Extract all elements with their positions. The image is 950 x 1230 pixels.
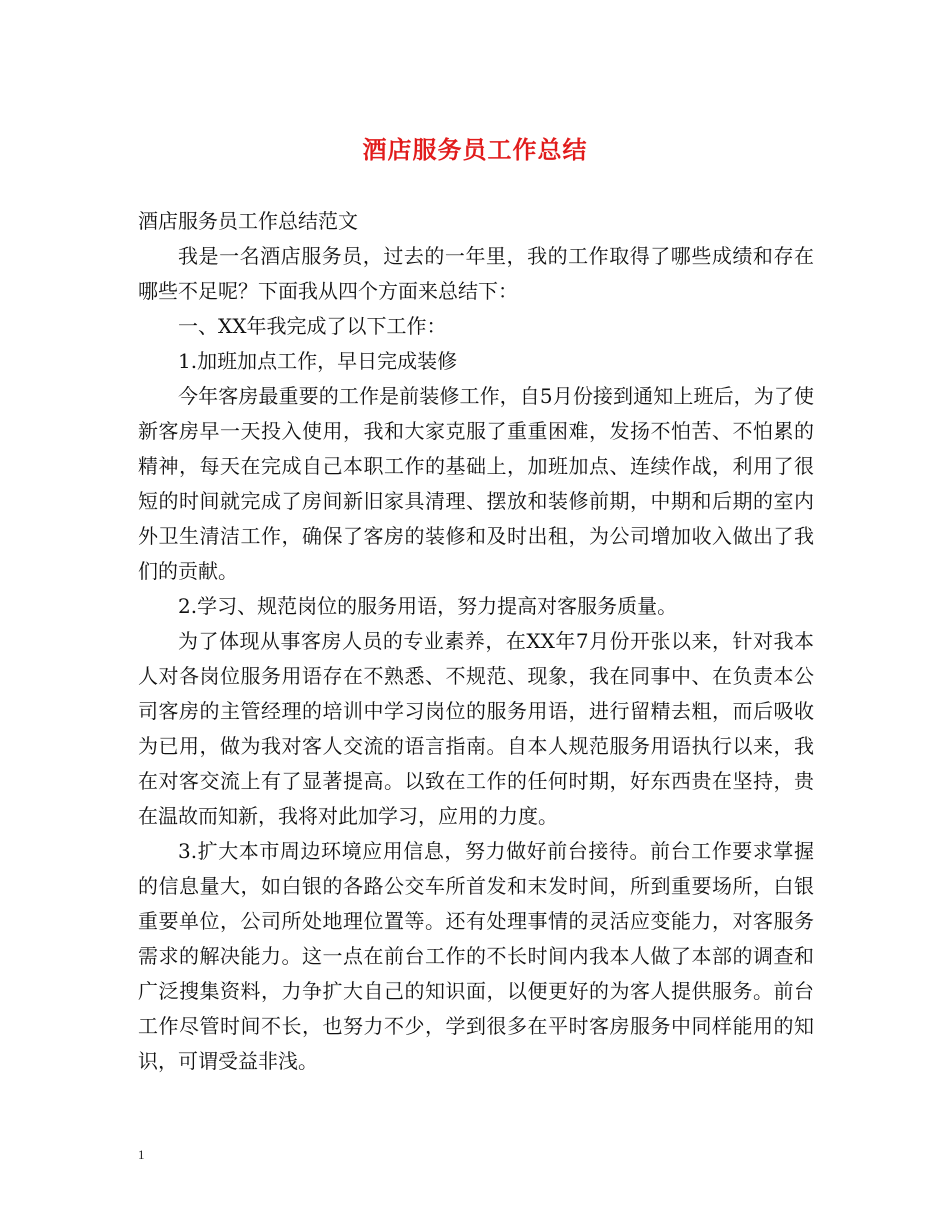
paragraph-item-1: 今年客房最重要的工作是前装修工作，自5月份接到通知上班后，为了使新客房早一天投入使用，我和大家克服了重重困难，发扬不怕苦、不怕累的精神，每天在完成自己本职工作的基础上，加班加点、连续作战，利用了很短的时间就完成了房间新旧家具清理、摆放和装修前期，中期和后期的室内外卫生清洁工作，确保了客房的装修和及时出租，为公司增加收入做出了我们的贡献。 xyxy=(138,384,814,583)
paragraph-item-2: 为了体现从事客房人员的专业素养，在XX年7月份开张以来，针对我本人对各岗位服务用语存在不熟悉、不规范、现象，我在同事中、在负责本公司客房的主管经理的培训中学习岗位的服务用语，进行留精去粗，而后吸收为已用，做为我对客人交流的语言指南。自本人规范服务用语执行以来，我在对客交流上有了显著提高。以致在工作的任何时期，好东西贵在坚持，贵在温故而知新，我将对此加学习，应用的力度。 xyxy=(138,629,814,828)
item-heading-1: 1.加班加点工作，早日完成装修 xyxy=(178,349,458,373)
page-number: 1 xyxy=(138,1147,145,1162)
paragraph-subtitle: 酒店服务员工作总结范文 xyxy=(138,209,358,233)
paragraph-item-3: 3.扩大本市周边环境应用信息，努力做好前台接待。前台工作要求掌握的信息量大，如白银的各路公交车所首发和末发时间，所到重要场所，白银重要单位，公司所处地理位置等。还有处理事情的灵活应变能力，对客服务需求的解决能力。这一点在前台工作的不长时间内我本人做了本部的调查和广泛搜集资料，力争扩大自己的知识面，以便更好的为客人提供服务。前台工作尽管时间不长，也努力不少，学到很多在平时客房服务中同样能用的知识，可谓受益非浅。 xyxy=(138,839,814,1073)
item-heading-2: 2.学习、规范岗位的服务用语，努力提高对客服务质量。 xyxy=(178,594,678,618)
document-body xyxy=(138,204,814,1079)
paragraph-intro: 我是一名酒店服务员，过去的一年里，我的工作取得了哪些成绩和存在哪些不足呢？下面我从四个方面来总结下： xyxy=(138,244,814,303)
document-title: 酒店服务员工作总结 xyxy=(362,135,588,164)
section-heading-1: 一、XX年我完成了以下工作： xyxy=(178,314,447,338)
